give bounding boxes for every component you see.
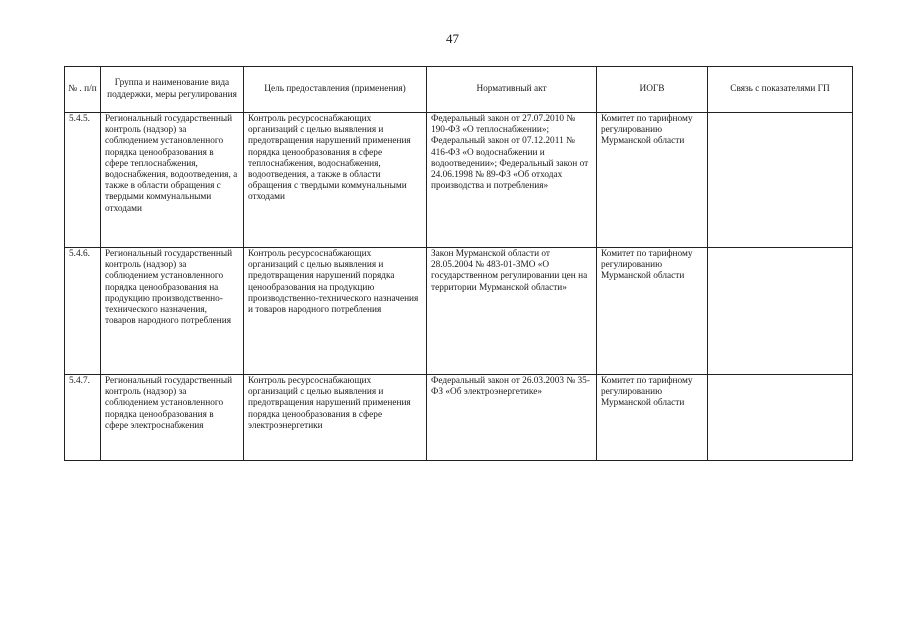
row-number: 5.4.6. xyxy=(65,248,101,375)
row-group: Региональный государственный контроль (надзор) за соблюдением установленного порядка ценообразования в сфере электроснабжения xyxy=(101,375,244,461)
header-act: Нормативный акт xyxy=(427,67,597,113)
row-goal: Контроль ресурсоснабжающих организаций с целью выявления и предотвращения нарушений применения порядка ценообразования в сфере электроэнергетики xyxy=(244,375,427,461)
row-group: Региональный государственный контроль (надзор) за соблюдением установленного порядка ценообразования на продукцию производственно-технического назначения, товаров народного потребления xyxy=(101,248,244,375)
row-iogv: Комитет по тарифному регулированию Мурманской области xyxy=(597,248,708,375)
table-row xyxy=(65,375,853,461)
row-link xyxy=(708,375,853,461)
header-link: Связь с показателями ГП xyxy=(708,67,853,113)
row-link xyxy=(708,248,853,375)
row-number: 5.4.7. xyxy=(65,375,101,461)
row-goal: Контроль ресурсоснабжающих организаций с целью выявления и предотвращения нарушений порядка ценообразования на продукцию производственно-технического назначения и товаров народного потребления xyxy=(244,248,427,375)
row-group: Региональный государственный контроль (надзор) за соблюдением установленного порядка ценообразования в сфере теплоснабжения, водоснабжения, водоотведения, а также в области обращения с твердыми коммунальными отходами xyxy=(101,113,244,248)
header-iogv: ИОГВ xyxy=(597,67,708,113)
table-row xyxy=(65,113,853,248)
page-number: 47 xyxy=(446,31,459,46)
table-header-row xyxy=(65,67,853,113)
row-link xyxy=(708,113,853,248)
row-number: 5.4.5. xyxy=(65,113,101,248)
row-iogv: Комитет по тарифному регулированию Мурманской области xyxy=(597,375,708,461)
row-act: Федеральный закон от 27.07.2010 № 190-ФЗ «О теплоснабжении»; Федеральный закон от 07.12.2011 № 416-ФЗ «О водоснабжении и водоотведении»; Федеральный закон от 24.06.1998 № 89-ФЗ «Об отходах производства и потребления» xyxy=(427,113,597,248)
row-act: Федеральный закон от 26.03.2003 № 35-ФЗ «Об электроэнергетике» xyxy=(427,375,597,461)
table-row xyxy=(65,248,853,375)
header-group: Группа и наименование вида поддержки, меры регулирования xyxy=(101,67,244,113)
row-goal: Контроль ресурсоснабжающих организаций с целью выявления и предотвращения нарушений применения порядка ценообразования в сфере теплоснабжения, водоснабжения, водоотведения, а также в области обращения с твердыми коммунальными отходами xyxy=(244,113,427,248)
support-measures-table xyxy=(64,66,853,461)
header-goal: Цель предоставления (применения) xyxy=(244,67,427,113)
row-act: Закон Мурманской области от 28.05.2004 № 483-01-ЗМО «О государственном регулировании цен на территории Мурманской области» xyxy=(427,248,597,375)
row-iogv: Комитет по тарифному регулированию Мурманской области xyxy=(597,113,708,248)
header-number: № . п/п xyxy=(65,67,101,113)
